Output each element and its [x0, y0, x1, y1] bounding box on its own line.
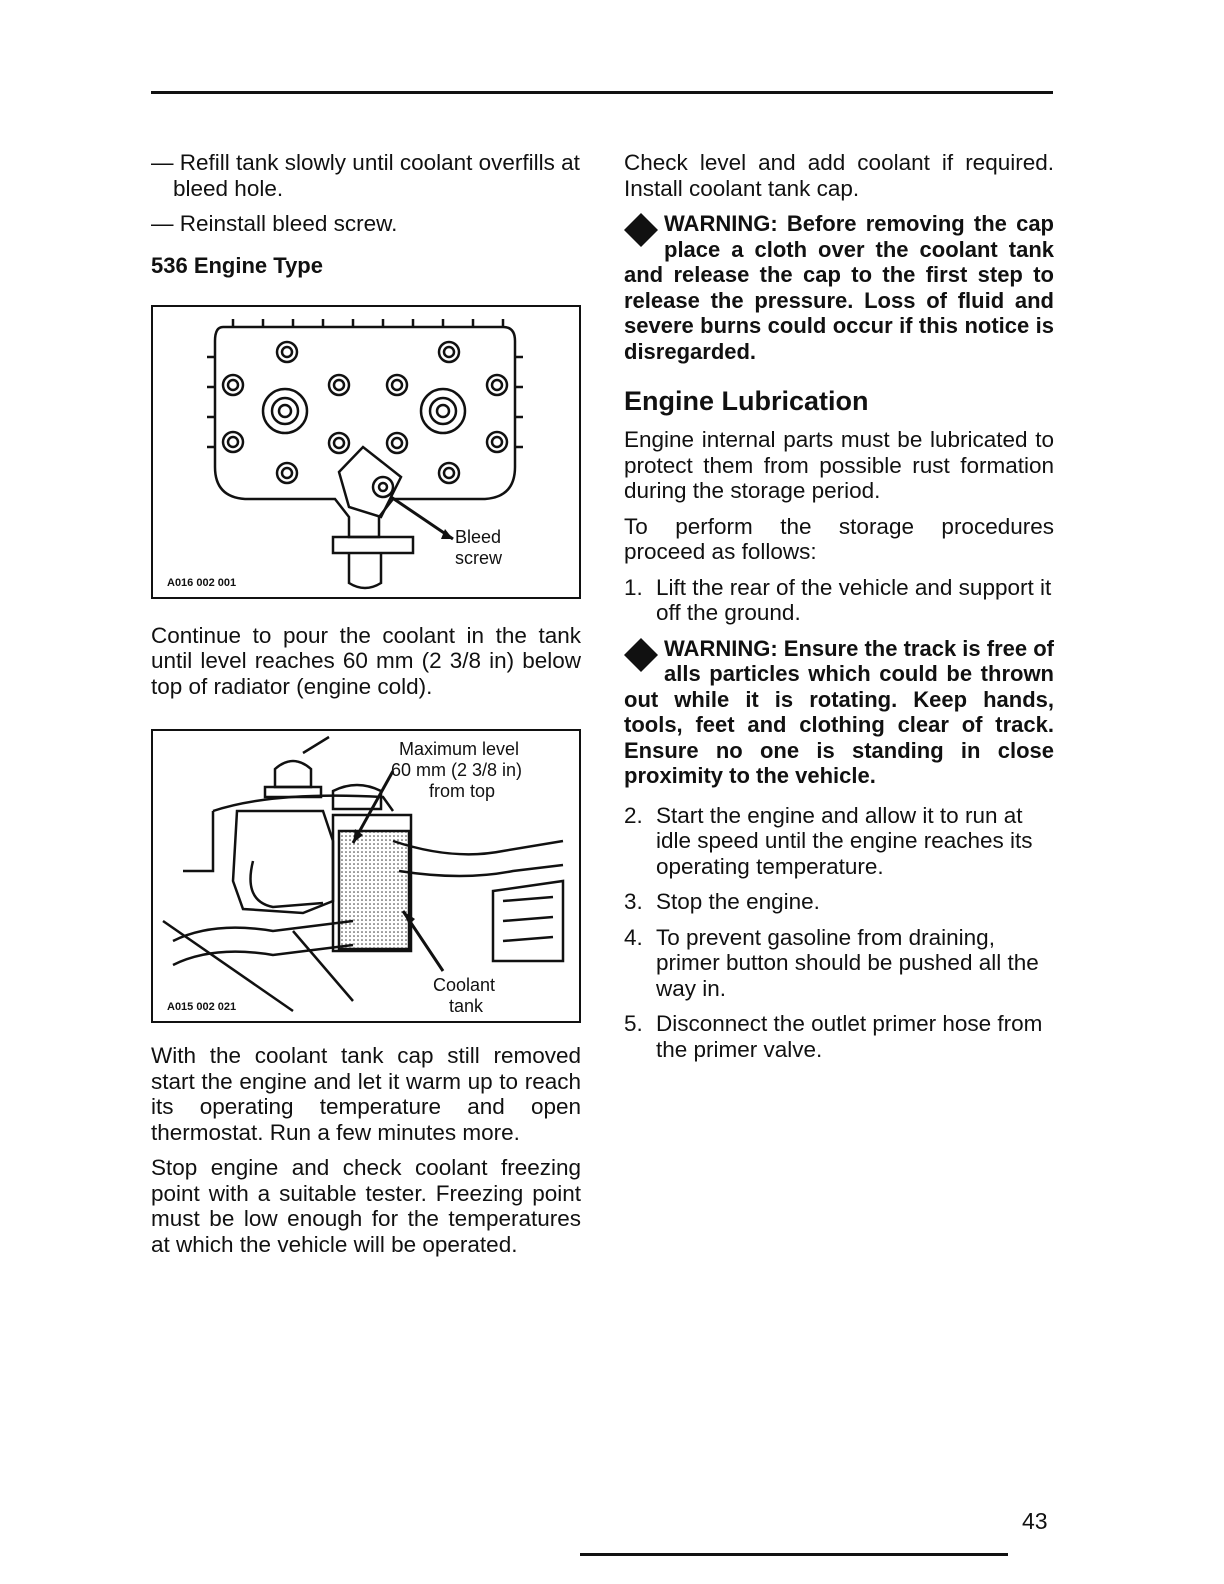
left-column	[151, 150, 581, 1267]
step-number: 2.	[624, 802, 643, 828]
warning-diamond-icon	[624, 213, 658, 247]
step-text: Start the engine and allow it to run at idle speed until the engine reaches its operating temperature.	[656, 802, 1033, 879]
section-heading-engine-lubrication: Engine Lubrication	[624, 386, 869, 416]
right-column	[624, 150, 1054, 1072]
max-level-label-2: 60 mm (2 3/8 in)	[391, 760, 523, 780]
paragraph-freezing-point: Stop engine and check coolant freezing point with a suitable tester. Freezing point must be low enough for the temperatures at which the vehicle will be operated.	[151, 1155, 581, 1257]
cylinder-head-illustration	[153, 307, 579, 597]
figure-coolant-tank	[151, 729, 581, 1023]
list-item	[624, 889, 1054, 915]
page-number: 43	[1022, 1508, 1048, 1534]
figure-cylinder-head	[151, 305, 581, 599]
step-number: 1.	[624, 574, 643, 600]
bottom-rule	[580, 1553, 1008, 1556]
warning-cap-text: WARNING: Before removing the cap place a cloth over the coolant tank and release the cap to the first step to release the pressure. Loss of fluid and severe burns could occur if this notice is disregarded.	[624, 211, 1054, 364]
storage-steps-list-continued	[624, 803, 1054, 1063]
paragraph-internal-parts: Engine internal parts must be lubricated to protect them from possible rust formation during the storage period.	[624, 427, 1054, 503]
section-heading-536: 536 Engine Type	[151, 252, 323, 278]
step-number: 5.	[624, 1011, 643, 1036]
max-level-label-3: from top	[429, 781, 496, 801]
step-text: To prevent gasoline from draining, primer button should be pushed all the way in.	[656, 924, 1039, 1001]
paragraph-continue-pour: Continue to pour the coolant in the tank until level reaches 60 mm (2 3/8 in) below top of radiator (engine cold).	[151, 622, 581, 699]
bleed-label-1: Bleed	[455, 526, 502, 547]
paragraph-storage-procedure: To perform the storage procedures proceed as follows:	[624, 513, 1054, 564]
coolant-tank-label-2: tank	[449, 996, 484, 1016]
bullet-refill: — Refill tank slowly until coolant overfills at bleed hole.	[151, 150, 580, 201]
step-text: Lift the rear of the vehicle and support it off the ground.	[656, 574, 1052, 625]
warning-track	[624, 636, 1054, 789]
list-item	[624, 575, 1054, 626]
top-rule	[151, 91, 1053, 94]
bleed-label-2: screw	[455, 547, 503, 568]
warning-diamond-icon	[624, 638, 658, 672]
step-text: Stop the engine.	[656, 889, 820, 914]
max-level-label-1: Maximum level	[399, 739, 520, 759]
bullet-reinstall: — Reinstall bleed screw.	[151, 211, 398, 236]
paragraph-check-level: Check level and add coolant if required. Install coolant tank cap.	[624, 150, 1054, 201]
coolant-tank-label-1: Coolant	[433, 975, 496, 995]
list-item	[624, 803, 1054, 880]
step-text: Disconnect the outlet primer hose from the primer valve.	[656, 1011, 1043, 1062]
list-item	[624, 1011, 1054, 1062]
step-number: 4.	[624, 924, 643, 950]
paragraph-cap-removed: With the coolant tank cap still removed start the engine and let it warm up to reach its operating temperature and open thermostat. Run a few minutes more.	[151, 1043, 581, 1145]
warning-track-text: WARNING: Ensure the track is free of alls particles which could be thrown out while it is rotating. Keep hands, tools, feet and clothing clear of track. Ensure no one is standing in close proximity to the vehicle.	[624, 635, 1054, 788]
step-number: 3.	[624, 889, 643, 914]
figure-code-2: A015 002 021	[167, 1001, 237, 1013]
figure-code-1: A016 002 001	[167, 576, 237, 589]
storage-steps-list	[624, 575, 1054, 626]
list-item	[624, 925, 1054, 1002]
warning-cap-removal	[624, 211, 1054, 364]
